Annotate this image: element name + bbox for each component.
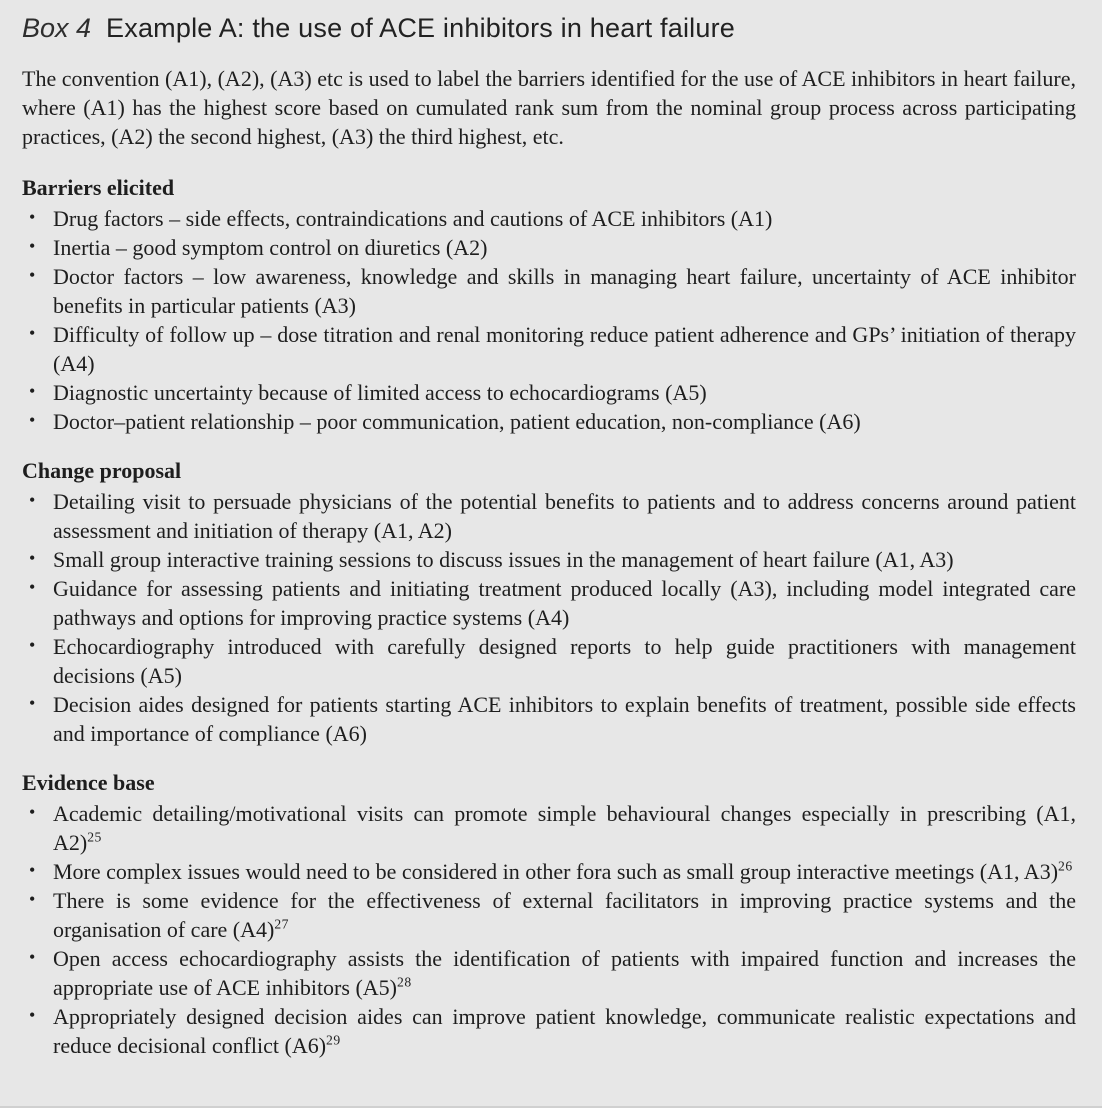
box-title: Example A: the use of ACE inhibitors in heart failure (106, 13, 735, 43)
bullet-text: Detailing visit to persuade physicians of the potential benefits to patients and to address concerns around patient assessment and initiation of therapy (A1, A2) (53, 489, 1076, 543)
bullet-text: Decision aides designed for patients starting ACE inhibitors to explain benefits of treatment, possible side effects and importance of compliance (A6) (53, 692, 1076, 746)
bullet-icon: • (29, 265, 36, 285)
list-item (22, 690, 1076, 748)
evidence-base-list (22, 799, 1076, 1060)
bullet-icon: • (29, 947, 36, 967)
section-heading-evidence-base: Evidence base (22, 770, 155, 795)
list-item (22, 857, 1076, 886)
bullet-text: There is some evidence for the effectiveness of external facilitators in improving practice systems and the organisation of care (A4) (53, 888, 1076, 942)
list-item (22, 407, 1076, 436)
box-label: Box 4 (22, 13, 92, 43)
list-item (22, 320, 1076, 378)
bullet-icon: • (29, 1005, 36, 1025)
bullet-text: Inertia – good symptom control on diuretics (A2) (53, 235, 488, 260)
bullet-icon: • (29, 381, 36, 401)
section-heading-barriers: Barriers elicited (22, 175, 175, 200)
list-item (22, 799, 1076, 857)
bullet-icon: • (29, 236, 36, 256)
bullet-text: Drug factors – side effects, contraindications and cautions of ACE inhibitors (A1) (53, 206, 773, 231)
list-item (22, 204, 1076, 233)
bullet-icon: • (29, 490, 36, 510)
change-proposal-list (22, 487, 1076, 748)
section-heading-change-proposal: Change proposal (22, 458, 182, 483)
list-item (22, 233, 1076, 262)
list-item (22, 632, 1076, 690)
bullet-text: Doctor–patient relationship – poor communication, patient education, non-compliance (A6) (53, 409, 861, 434)
bullet-icon: • (29, 693, 36, 713)
list-item (22, 378, 1076, 407)
bullet-icon: • (29, 548, 36, 568)
bullet-icon: • (29, 577, 36, 597)
list-item (22, 487, 1076, 545)
bullet-icon: • (29, 207, 36, 227)
barriers-list (22, 204, 1076, 436)
bullet-icon: • (29, 889, 36, 909)
reference-superscript: 25 (87, 829, 102, 845)
list-item (22, 944, 1076, 1002)
list-item (22, 545, 1076, 574)
list-item (22, 1002, 1076, 1060)
bullet-icon: • (29, 860, 36, 880)
box-header (22, 12, 1076, 44)
bullet-icon: • (29, 323, 36, 343)
bullet-icon: • (29, 410, 36, 430)
bullet-text: Small group interactive training sessions to discuss issues in the management of heart failure (A1, A3) (53, 547, 954, 572)
intro-paragraph: The convention (A1), (A2), (A3) etc is used to label the barriers identified for the use of ACE inhibitors in heart failure, where (A1) has the highest score based on cumulated rank sum from the nominal group process across participating practices, (A2) the second highest, (A3) the third highest, etc. (22, 66, 1076, 149)
list-item (22, 886, 1076, 944)
bullet-text: Academic detailing/motivational visits can promote simple behavioural changes especially in prescribing (A1, A2) (53, 801, 1076, 855)
reference-superscript: 29 (326, 1032, 341, 1048)
reference-superscript: 27 (274, 916, 289, 932)
bullet-text: Echocardiography introduced with carefully designed reports to help guide practitioners with management decisions (A5) (53, 634, 1076, 688)
bullet-text: Difficulty of follow up – dose titration and renal monitoring reduce patient adherence and GPs’ initiation of therapy (A4) (53, 322, 1076, 376)
bullet-text: Open access echocardiography assists the identification of patients with impaired function and increases the appropriate use of ACE inhibitors (A5) (53, 946, 1076, 1000)
reference-superscript: 28 (397, 974, 412, 990)
bullet-text: Guidance for assessing patients and initiating treatment produced locally (A3), including model integrated care pathways and options for improving practice systems (A4) (53, 576, 1076, 630)
bullet-text: Diagnostic uncertainty because of limited access to echocardiograms (A5) (53, 380, 707, 405)
list-item (22, 574, 1076, 632)
bullet-icon: • (29, 635, 36, 655)
bullet-text: More complex issues would need to be considered in other fora such as small group interactive meetings (A1, A3) (53, 859, 1059, 884)
reference-superscript: 26 (1058, 858, 1073, 874)
bullet-icon: • (29, 802, 36, 822)
bullet-text: Appropriately designed decision aides can improve patient knowledge, communicate realistic expectations and reduce decisional conflict (A6) (53, 1004, 1076, 1058)
bullet-text: Doctor factors – low awareness, knowledge and skills in managing heart failure, uncertainty of ACE inhibitor benefits in particular patients (A3) (53, 264, 1076, 318)
list-item (22, 262, 1076, 320)
